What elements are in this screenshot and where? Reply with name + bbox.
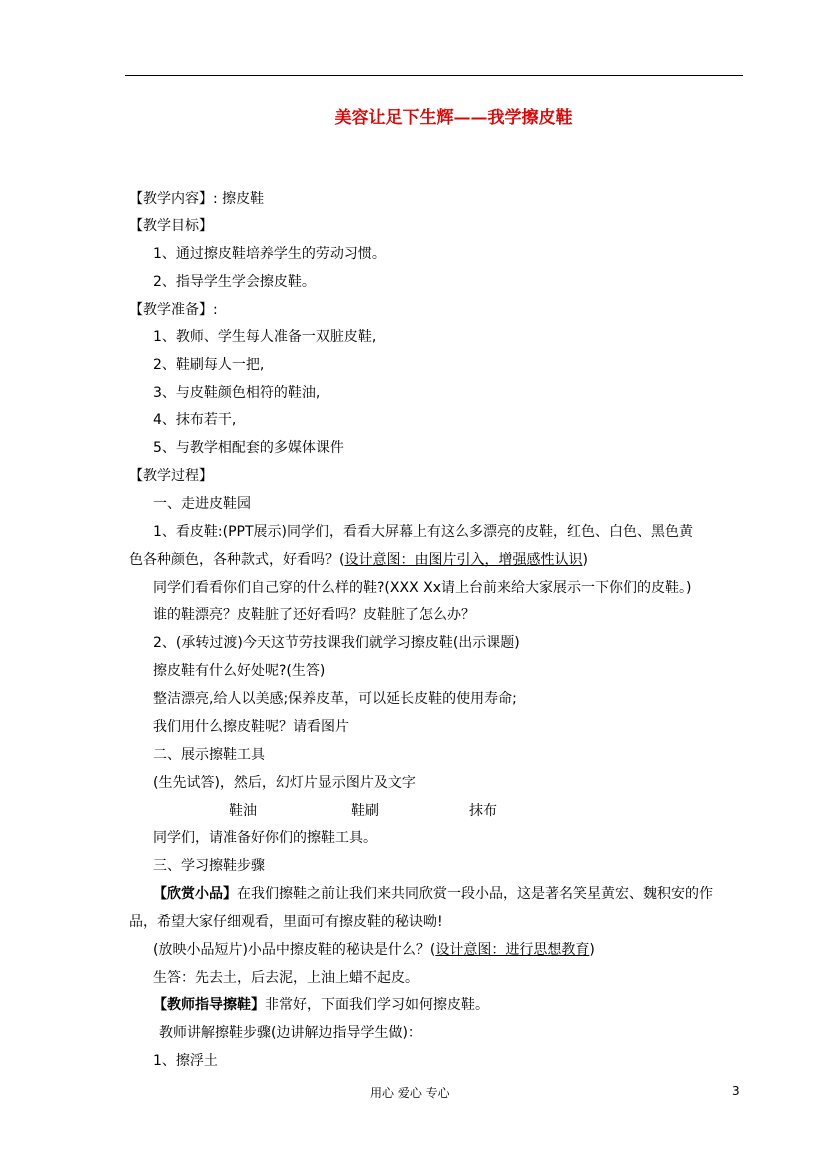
text-line: 二、展示擦鞋工具 [153,747,265,763]
footer-motto: 用心 爱心 专心 [370,1086,450,1100]
text-span: 在我们擦鞋之前让我们来共同欣赏一段小品，这是著名笑星黄宏、魏积安的作 [237,886,713,902]
text-line: 我们用什么擦皮鞋呢？请看图片 [153,719,349,735]
text-line [129,551,588,569]
text-line: 三、学习擦鞋步骤 [153,858,265,874]
text-line [153,941,595,959]
text-line: 3、与皮鞋颜色相符的鞋油, [153,385,321,401]
section-tag: 【教师指导擦鞋】 [153,997,265,1013]
text-line: 教师讲解擦鞋步骤(边讲解边指导学生做)： [159,1025,422,1041]
text-line: 2、(承转过渡)今天这节劳技课我们就学习擦皮鞋(出示课题) [153,635,520,651]
text-line: 2、指导学生学会擦皮鞋。 [153,274,316,290]
text-line: 整洁漂亮,给人以美感;保养皮革，可以延长皮鞋的使用寿命; [153,691,517,707]
text-line: 2、鞋刷每人一把, [153,357,265,373]
text-span: ) [589,942,595,958]
text-span: 非常好，下面我们学习如何擦皮鞋。 [265,997,489,1013]
text-line [153,996,489,1014]
tool-label: 鞋刷 [351,803,379,819]
tool-label: 抹布 [469,803,497,819]
text-span: (放映小品短片)小品中擦皮鞋的秘诀是什么？( [153,942,436,958]
text-line: 同学们，请准备好你们的擦鞋工具。 [153,830,377,846]
header-rule [125,75,743,76]
text-line: 同学们看看你们自己穿的什么样的鞋?(XXX Xx请上台前来给大家展示一下你们的皮鞋。) [153,580,692,596]
text-line: (生先试答)，然后，幻灯片显示图片及文字 [153,775,416,791]
text-line: 【教学准备】: [129,302,218,318]
text-line: 谁的鞋漂亮？皮鞋脏了还好看吗？皮鞋脏了怎么办？ [153,607,475,623]
text-line: 生答：先去土，后去泥，上油上蜡不起皮。 [153,970,419,986]
design-intent: 设计意图：进行思想教育 [435,942,590,958]
text-line [153,885,713,903]
section-tag: 【欣赏小品】 [153,886,237,902]
text-line: 4、抹布若干, [153,412,237,428]
design-intent: 设计意图：由图片引入，增强感性认识 [344,552,583,568]
text-line: 1、看皮鞋:(PPT展示)同学们，看看大屏幕上有这么多漂亮的皮鞋，红色、白色、黑色黄 [153,524,693,540]
text-line: 【教学过程】 [129,468,213,484]
text-line: 【教学内容】: 擦皮鞋 [129,191,265,207]
text-line: 1、通过擦皮鞋培养学生的劳动习惯。 [153,246,386,262]
text-span: ) [582,552,588,568]
page-title: 美容让足下生辉——我学擦皮鞋 [334,108,573,128]
text-line: 一、走进皮鞋园 [153,496,251,512]
tool-label: 鞋油 [229,803,257,819]
page-number: 3 [732,1084,740,1098]
text-span: 色各种颜色，各种款式，好看吗？( [129,552,345,568]
text-line: 1、教师、学生每人准备一双脏皮鞋, [153,329,377,345]
text-line: 品，希望大家仔细观看，里面可有擦皮鞋的秘诀呦! [129,914,443,930]
text-line: 擦皮鞋有什么好处呢?(生答) [153,663,326,679]
text-line: 1、擦浮土 [153,1053,218,1069]
text-line: 5、与教学相配套的多媒体课件 [153,440,344,456]
text-line: 【教学目标】 [129,218,213,234]
